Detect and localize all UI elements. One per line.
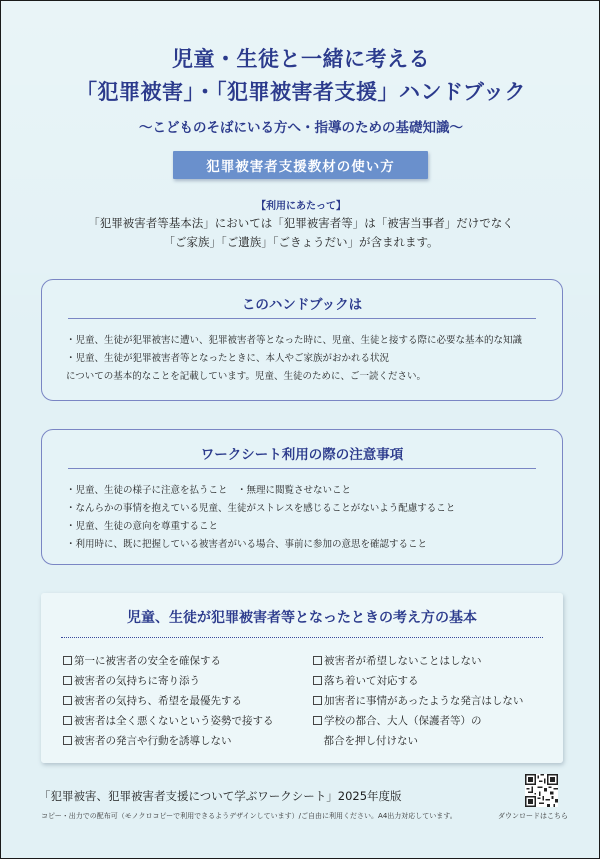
footer-title: 「犯罪被害、犯罪被害者支援について学ぶワークシート」2025年度版 bbox=[39, 789, 402, 803]
checkbox-icon bbox=[313, 676, 322, 685]
text-line: ・児童、生徒の様子に注意を払うこと ・無理に閲覧させないこと bbox=[66, 485, 352, 496]
usage-banner-label: 犯罪被害者支援教材の使い方 bbox=[206, 159, 395, 175]
checkbox-icon bbox=[63, 696, 72, 705]
text-line: についての基本的なことを記載しています。児童、生徒のために、ご一読ください。 bbox=[66, 371, 427, 382]
text-line: ・児童、生徒が犯罪被害に遭い、犯罪被害者等となった時に、児童、生徒と接する際に必要な基本的な知識 bbox=[66, 335, 523, 346]
checkbox-icon bbox=[313, 716, 322, 725]
handbook-about-text bbox=[66, 332, 552, 386]
checklist-item-continuation: 都合を押し付けない bbox=[313, 735, 418, 747]
worksheet-caution-box bbox=[41, 429, 563, 565]
basics-card-title: 児童、生徒が犯罪被害者等となったときの考え方の基本 bbox=[127, 610, 477, 626]
handbook-about-title: このハンドブックは bbox=[241, 297, 363, 313]
usage-note-line: 「ご家族」「ご遺族」「ごきょうだい」が含まれます。 bbox=[163, 235, 439, 249]
text-line: ・児童、生徒が犯罪被害者等となったときに、本人やご家族がおかれる状況 bbox=[66, 353, 390, 364]
usage-note-label: 【利用にあたって】 bbox=[256, 201, 346, 212]
basics-left-column bbox=[63, 651, 274, 751]
checkbox-icon bbox=[313, 656, 322, 665]
checkbox-icon bbox=[63, 716, 72, 725]
checklist-item: 被害者の気持ちに寄り添う bbox=[63, 671, 274, 691]
page-title-line1: 児童・生徒と一緒に考える bbox=[172, 47, 430, 71]
dotted-divider bbox=[61, 637, 543, 638]
basics-right-column bbox=[313, 651, 523, 751]
page-title-line2: 「犯罪被害」・「犯罪被害者支援」ハンドブック bbox=[76, 80, 526, 104]
text-line: ・児童、生徒の意向を尊重すること bbox=[66, 521, 219, 532]
checkbox-icon bbox=[63, 676, 72, 685]
text-line: ・利用時に、既に把握している被害者がいる場合、事前に参加の意思を確認すること bbox=[66, 539, 428, 550]
checklist-item: 被害者の気持ち、希望を最優先する bbox=[63, 691, 274, 711]
download-link[interactable]: ダウンロードはこちら bbox=[498, 812, 568, 820]
checklist-item: 第一に被害者の安全を確保する bbox=[63, 651, 274, 671]
checklist-item: 学校の都合、大人（保護者等）の bbox=[313, 711, 523, 731]
usage-banner bbox=[173, 151, 428, 179]
text-line: ・なんらかの事情を抱えている児童、生徒がストレスを感じることがないよう配慮すること bbox=[66, 503, 456, 514]
worksheet-caution-title: ワークシート利用の際の注意事項 bbox=[200, 447, 404, 463]
checkbox-icon bbox=[63, 736, 72, 745]
divider bbox=[68, 468, 536, 469]
worksheet-caution-text bbox=[66, 482, 552, 554]
checklist-item: 落ち着いて対応する bbox=[313, 671, 523, 691]
checklist-item: 被害者の発言や行動を誘導しない bbox=[63, 731, 274, 751]
qr-code-icon[interactable] bbox=[525, 774, 558, 807]
footer-note: コピー・出力での配布可（モノクロコピーで利用できるようデザインしています）/ご自由に利用ください。A4出力対応しています。 bbox=[41, 812, 457, 820]
checklist-item: 被害者が希望しないことはしない bbox=[313, 651, 523, 671]
checkbox-icon bbox=[313, 696, 322, 705]
checklist-item: 被害者は全く悪くないという姿勢で接する bbox=[63, 711, 274, 731]
basics-card bbox=[41, 593, 563, 763]
handbook-about-box bbox=[41, 279, 563, 401]
checklist-item: 加害者に事情があったような発言はしない bbox=[313, 691, 523, 711]
usage-note-line: 「犯罪被害者等基本法」においては「犯罪被害者等」は「被害当事者」だけでなく bbox=[88, 216, 514, 230]
checkbox-icon bbox=[63, 656, 72, 665]
divider bbox=[68, 318, 536, 319]
page-subtitle: 〜こどものそばにいる方へ・指導のための基礎知識〜 bbox=[139, 120, 463, 136]
